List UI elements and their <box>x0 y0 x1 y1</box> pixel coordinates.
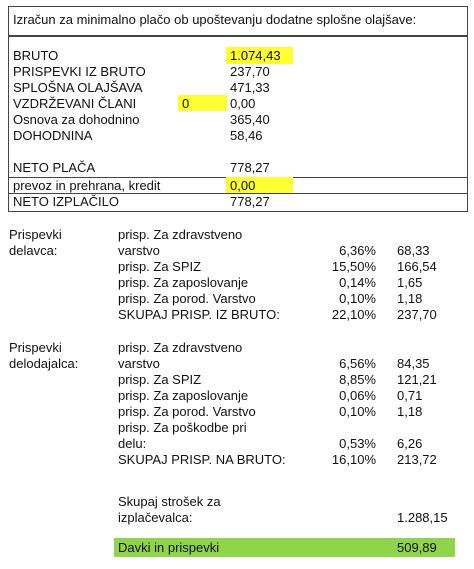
delodajalca-total-pct: 16,10% <box>331 452 376 467</box>
delodajalca-row-1-name1: prisp. Za SPIZ <box>118 372 202 387</box>
delavca-row-0-name2: varstvo <box>118 243 160 258</box>
splosna-olajsava-label: SPLOŠNA OLAJŠAVA <box>13 80 143 95</box>
prevoz-value[interactable]: 0,00 <box>230 178 256 193</box>
delodajalca-label-line1: Prispevki <box>9 340 62 355</box>
delavca-row-1-name1: prisp. Za SPIZ <box>118 259 202 274</box>
splosna-olajsava-value: 471,33 <box>230 80 270 95</box>
delodajalca-row-4-amount: 6,26 <box>397 436 423 451</box>
neto-placa-value: 778,27 <box>230 160 270 175</box>
delavca-total-pct: 22,10% <box>331 307 376 322</box>
delavca-label-line2: delavca: <box>9 243 58 258</box>
osnova-label: Osnova za dohodnino <box>13 112 140 127</box>
strosek-label-line1: Skupaj strošek za <box>118 494 221 509</box>
vzdrzevani-clani-count[interactable]: 0 <box>182 96 190 111</box>
delodajalca-row-3-name1: prisp. Za porod. Varstvo <box>118 404 256 419</box>
delavca-label-line1: Prispevki <box>9 227 62 242</box>
delodajalca-row-3-pct: 0,10% <box>339 404 376 419</box>
delodajalca-row-2-pct: 0,06% <box>339 388 376 403</box>
delavca-row-3-name1: prisp. Za porod. Varstvo <box>118 291 256 306</box>
vzdrzevani-clani-value: 0,00 <box>230 96 256 111</box>
davki-label: Davki in prispevki <box>118 540 220 555</box>
neto-izplacilo-label: NETO IZPLAČILO <box>13 194 119 209</box>
osnova-value: 365,40 <box>230 112 270 127</box>
prispevki-iz-bruto-value: 237,70 <box>230 64 270 79</box>
delodajalca-row-0-name2: varstvo <box>118 356 160 371</box>
delodajalca-row-0-amount: 84,35 <box>397 356 430 371</box>
delodajalca-label-line2: delodajalca: <box>9 356 79 371</box>
strosek-label-line2: izplačevalca: <box>118 510 193 525</box>
delodajalca-row-1-pct: 8,85% <box>339 372 376 387</box>
delodajalca-row-1-amount: 121,21 <box>397 372 437 387</box>
delavca-row-3-pct: 0,10% <box>339 291 376 306</box>
delavca-row-0-name1: prisp. Za zdravstveno <box>118 227 243 242</box>
dohodnina-value: 58,46 <box>230 128 263 143</box>
delodajalca-row-0-name1: prisp. Za zdravstveno <box>118 340 243 355</box>
delodajalca-row-4-pct: 0,53% <box>339 436 376 451</box>
delavca-row-0-amount: 68,33 <box>397 243 430 258</box>
delodajalca-row-3-amount: 1,18 <box>397 404 423 419</box>
bruto-value[interactable]: 1.074,43 <box>230 48 281 63</box>
bruto-label: BRUTO <box>13 48 59 63</box>
davki-value: 509,89 <box>397 540 437 555</box>
delavca-row-2-pct: 0,14% <box>339 275 376 290</box>
delavca-row-2-amount: 1,65 <box>397 275 423 290</box>
dohodnina-label: DOHODNINA <box>13 128 93 143</box>
delodajalca-row-4-name1: prisp. Za poškodbe pri <box>118 420 247 435</box>
delavca-row-0-pct: 6,36% <box>339 243 376 258</box>
strosek-value: 1.288,15 <box>397 510 448 525</box>
page-title: Izračun za minimalno plačo ob upoštevanju dodatne splošne olajšave: <box>13 12 417 27</box>
delavca-row-1-pct: 15,50% <box>331 259 376 274</box>
neto-izplacilo-value: 778,27 <box>230 194 270 209</box>
delavca-total-amount: 237,70 <box>397 307 437 322</box>
neto-placa-label: NETO PLAČA <box>13 160 96 175</box>
delavca-total-name: SKUPAJ PRISP. IZ BRUTO: <box>118 307 280 322</box>
delavca-row-1-amount: 166,54 <box>397 259 437 274</box>
delodajalca-row-4-name2: delu: <box>118 436 147 451</box>
delavca-row-3-amount: 1,18 <box>397 291 423 306</box>
vzdrzevani-clani-label: VZDRŽEVANI ČLANI <box>13 96 137 111</box>
delavca-row-2-name1: prisp. Za zaposlovanje <box>118 275 249 290</box>
delodajalca-total-name: SKUPAJ PRISP. NA BRUTO: <box>118 452 286 467</box>
prispevki-iz-bruto-label: PRISPEVKI IZ BRUTO <box>13 64 146 79</box>
delodajalca-row-2-amount: 0,71 <box>397 388 423 403</box>
delodajalca-total-amount: 213,72 <box>397 452 437 467</box>
prevoz-label: prevoz in prehrana, kredit <box>13 178 161 193</box>
delodajalca-row-2-name1: prisp. Za zaposlovanje <box>118 388 249 403</box>
delodajalca-row-0-pct: 6,56% <box>339 356 376 371</box>
